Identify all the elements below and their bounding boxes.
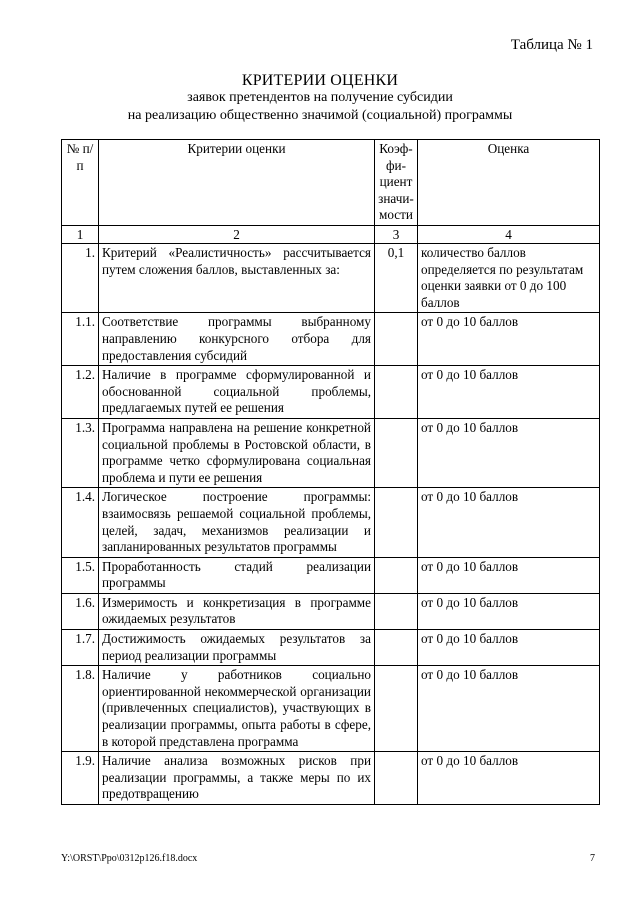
- footer-file-path: Y:\ORST\Ppo\0312p126.f18.docx: [61, 853, 198, 864]
- table-row: [62, 418, 600, 487]
- row-score: от 0 до 10 баллов: [418, 666, 600, 752]
- header-score: Оценка: [418, 140, 600, 226]
- column-index: 3: [375, 226, 418, 244]
- header-criteria: Критерии оценки: [99, 140, 375, 226]
- row-coefficient: [375, 418, 418, 487]
- row-number: 1.: [62, 244, 99, 313]
- row-coefficient: 0,1: [375, 244, 418, 313]
- row-coefficient: [375, 313, 418, 366]
- table-row: [62, 752, 600, 805]
- row-coefficient: [375, 593, 418, 629]
- row-coefficient: [375, 752, 418, 805]
- header-number: № п/п: [62, 140, 99, 226]
- row-score: от 0 до 10 баллов: [418, 752, 600, 805]
- row-coefficient: [375, 666, 418, 752]
- table-row: [62, 244, 600, 313]
- table-row: [62, 488, 600, 557]
- row-criteria: Соответствие программы выбранному направлению конкурсного отбора для предоставления субсидий: [99, 313, 375, 366]
- row-criteria: Проработанность стадий реализации программы: [99, 557, 375, 593]
- row-score: от 0 до 10 баллов: [418, 366, 600, 419]
- row-score: от 0 до 10 баллов: [418, 557, 600, 593]
- row-criteria: Наличие анализа возможных рисков при реализации программы, а также меры по их предотвращению: [99, 752, 375, 805]
- row-criteria: Наличие в программе сформулированной и обоснованной социальной проблемы, предлагаемых путей ее решения: [99, 366, 375, 419]
- column-index: 4: [418, 226, 600, 244]
- table-row: [62, 313, 600, 366]
- row-number: 1.1.: [62, 313, 99, 366]
- row-score: количество баллов определяется по результатам оценки заявки от 0 до 100 баллов: [418, 244, 600, 313]
- row-number: 1.6.: [62, 593, 99, 629]
- row-number: 1.9.: [62, 752, 99, 805]
- column-index-row: [62, 226, 600, 244]
- row-number: 1.8.: [62, 666, 99, 752]
- row-coefficient: [375, 366, 418, 419]
- row-coefficient: [375, 557, 418, 593]
- table-row: [62, 593, 600, 629]
- row-criteria: Наличие у работников социально ориентированной некоммерческой организации (привлеченных специалистов), участвующих в реализации программы, опыта работы в сфере, в которой представлена программа: [99, 666, 375, 752]
- table-row: [62, 630, 600, 666]
- row-coefficient: [375, 630, 418, 666]
- column-index: 2: [99, 226, 375, 244]
- row-number: 1.5.: [62, 557, 99, 593]
- row-criteria: Логическое построение программы: взаимосвязь решаемой социальной проблемы, целей, задач, механизмов реализации и запланированных результатов программы: [99, 488, 375, 557]
- row-criteria: Достижимость ожидаемых результатов за период реализации программы: [99, 630, 375, 666]
- table-number-label: Таблица № 1: [510, 37, 593, 53]
- row-score: от 0 до 10 баллов: [418, 488, 600, 557]
- table-header-row: [62, 140, 600, 226]
- row-criteria: Критерий «Реалистичность» рассчитывается путем сложения баллов, выставленных за:: [99, 244, 375, 313]
- row-criteria: Программа направлена на решение конкретной социальной проблемы в Ростовской области, в программе четко сформулирована социальная проблема и пути ее решения: [99, 418, 375, 487]
- row-score: от 0 до 10 баллов: [418, 418, 600, 487]
- criteria-table: [61, 139, 600, 805]
- header-coefficient: Коэф- фи- циент значи- мости: [375, 140, 418, 226]
- row-number: 1.7.: [62, 630, 99, 666]
- row-criteria: Измеримость и конкретизация в программе ожидаемых результатов: [99, 593, 375, 629]
- table-row: [62, 366, 600, 419]
- row-number: 1.2.: [62, 366, 99, 419]
- row-score: от 0 до 10 баллов: [418, 313, 600, 366]
- row-coefficient: [375, 488, 418, 557]
- row-score: от 0 до 10 баллов: [418, 593, 600, 629]
- page-number: 7: [590, 853, 595, 864]
- document-subtitle-line-2: на реализацию общественно значимой (социальной) программы: [127, 108, 513, 123]
- row-number: 1.3.: [62, 418, 99, 487]
- row-score: от 0 до 10 баллов: [418, 630, 600, 666]
- row-number: 1.4.: [62, 488, 99, 557]
- column-index: 1: [62, 226, 99, 244]
- table-row: [62, 666, 600, 752]
- document-title: КРИТЕРИИ ОЦЕНКИ: [241, 72, 399, 89]
- document-subtitle-line-1: заявок претендентов на получение субсидии: [187, 90, 453, 105]
- table-row: [62, 557, 600, 593]
